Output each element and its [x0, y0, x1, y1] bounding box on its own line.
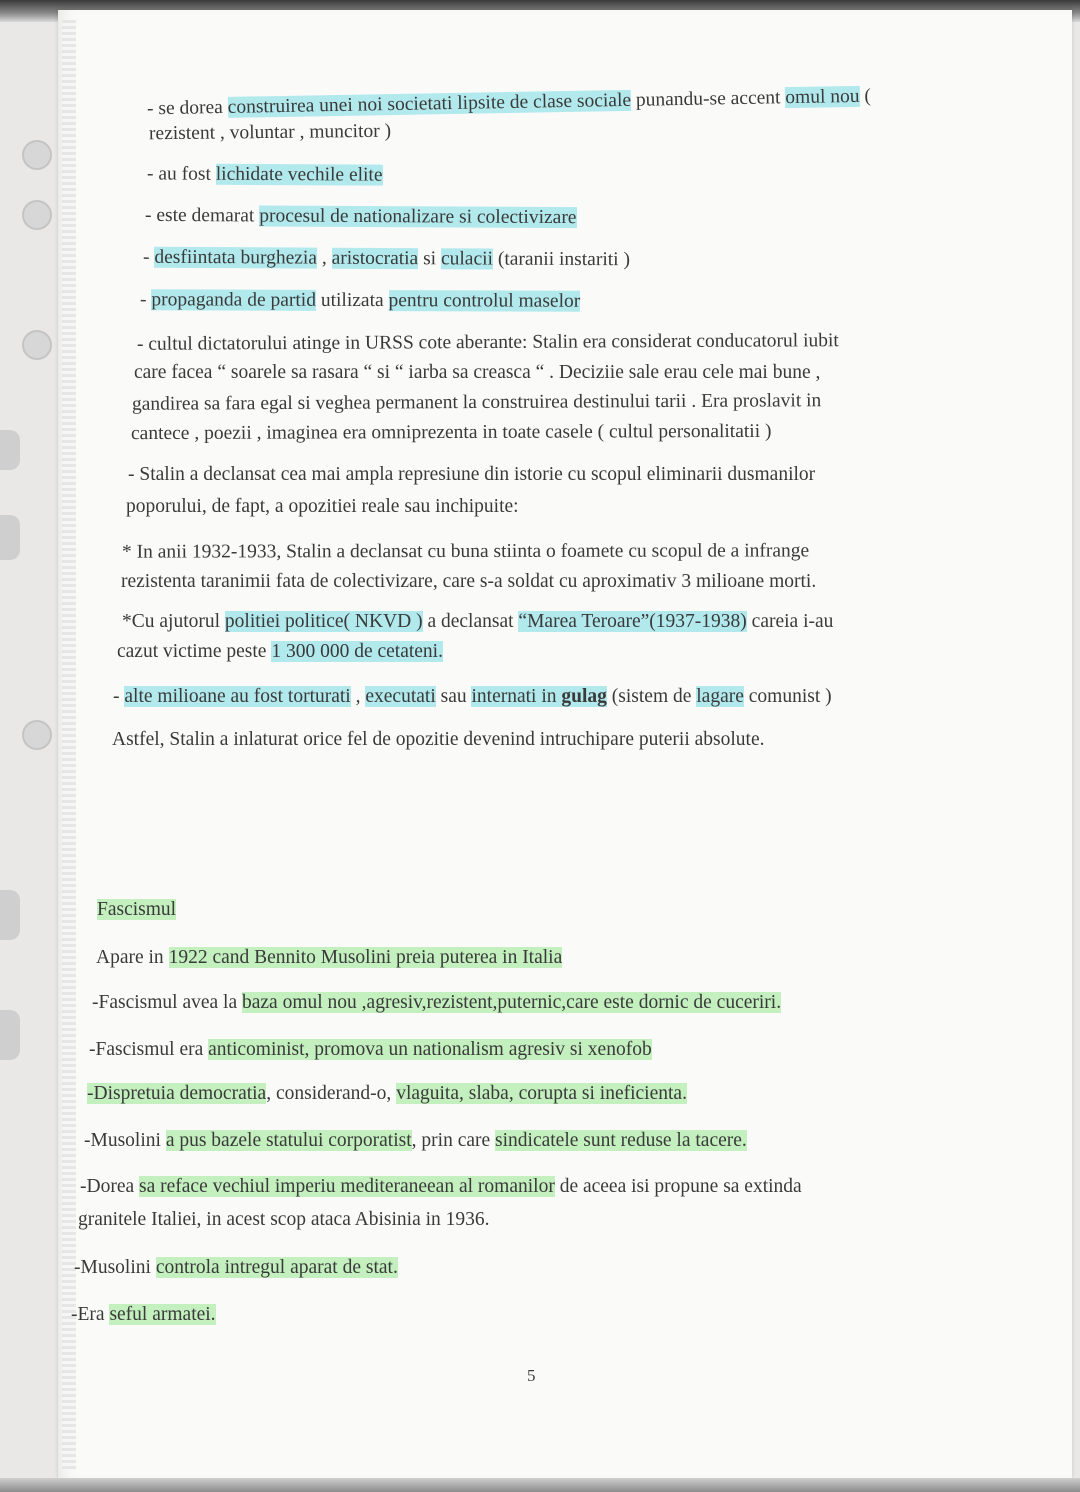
fascism-line	[89, 1035, 652, 1065]
comunism-line	[140, 285, 580, 317]
highlighted-text: baza omul nou ,agresiv,rezistent,puternic,care este	[242, 992, 639, 1013]
fascism-line	[84, 1126, 747, 1156]
text-segment: -Dorea	[80, 1176, 140, 1197]
scan-bottom-edge	[0, 1478, 1080, 1492]
comunism-line	[113, 682, 832, 712]
text-segment: care facea “ soarele sa rasara “ si “ iarba sa creasca “ . Deciziie sale erau cele mai bune ,	[134, 362, 821, 383]
highlighted-text: executati	[365, 686, 436, 707]
comunism-line	[112, 725, 765, 755]
text-segment: -	[139, 289, 152, 311]
text-segment: a declansat	[422, 611, 519, 632]
fascism-line	[92, 988, 781, 1018]
comunism-line	[131, 417, 772, 449]
highlighted-text: lichidate vechile elite	[215, 163, 383, 186]
highlighted-text: culacii	[440, 248, 494, 270]
text-segment: - se dorea	[146, 96, 228, 120]
text-segment: (	[859, 85, 872, 107]
text-segment: rezistent , voluntar , muncitor )	[148, 120, 392, 145]
comunism-line	[117, 637, 443, 667]
fascism-line	[71, 1300, 216, 1330]
text-segment: , prin care	[411, 1130, 496, 1151]
text-segment: cazut victime peste	[117, 641, 272, 662]
text-segment: rezistenta taranimii fata de colectivizare, care s-a soldat cu aproximativ 3 milioane morti.	[121, 571, 817, 592]
highlighted-text: dornic de cuceriri.	[638, 992, 782, 1013]
fascism-line	[74, 1253, 398, 1283]
binder-ring	[0, 1010, 20, 1060]
text-segment: * In anii 1932-1933, Stalin a declansat cu buna stiinta o foamete cu scopul de a infrange	[121, 540, 810, 563]
text-segment: si	[418, 248, 442, 270]
comunism-line	[149, 117, 391, 150]
highlighted-text: a pus bazele statului corporatist	[165, 1130, 412, 1151]
binder-hole	[22, 200, 52, 230]
binder-ring	[0, 430, 20, 470]
text-segment: punandu-se accent	[630, 87, 786, 111]
comunism-line	[122, 536, 809, 567]
section-title-fascism	[97, 895, 176, 925]
highlighted-text: internati in	[471, 686, 562, 707]
binder-hole	[22, 720, 52, 750]
highlighted-text: 1 300 000 de cetateni.	[271, 641, 443, 662]
text-segment: gandirea sa fara egal si veghea permanent la construirea destinului tarii . Era proslavit in	[131, 390, 822, 415]
binder-hole	[22, 330, 52, 360]
fascism-line	[78, 1205, 490, 1235]
highlighted-text: controla intregul aparat de stat.	[155, 1257, 398, 1278]
comunism-line	[137, 326, 839, 360]
binder-ring	[0, 515, 20, 560]
text-segment: -Musolini	[84, 1130, 166, 1151]
text-segment: (sistem de	[606, 686, 697, 707]
highlighted-text: sa reface vechiul imperiu mediteraneean al romanilor	[139, 1176, 555, 1197]
text-segment: -Era	[71, 1304, 110, 1325]
highlighted-text: seful armatei.	[109, 1304, 216, 1325]
text-segment: de aceea isi propune sa extinda	[554, 1176, 802, 1197]
binder-hole	[22, 140, 52, 170]
fascism-line	[80, 1172, 802, 1202]
comunism-line	[145, 201, 577, 233]
text-segment: granitele Italiei, in acest scop ataca Abisinia in 1936.	[78, 1209, 490, 1230]
highlighted-text: vlaguita, slaba, corupta si ineficienta.	[396, 1083, 687, 1104]
text-segment: careia i-au	[746, 611, 834, 632]
text-segment: - cultul dictatorului atinge in URSS cote aberante: Stalin era considerat conducatorul iubit	[136, 330, 839, 355]
comunism-line	[121, 567, 816, 597]
highlighted-text: propaganda de partid	[151, 289, 317, 311]
highlighted-text: pentru controlul maselor	[388, 290, 581, 312]
text-segment: *Cu ajutorul	[122, 611, 225, 632]
comunism-line	[128, 460, 815, 490]
highlighted-text: “Marea Teroare”(1937-1938)	[518, 611, 747, 632]
comunism-line	[132, 386, 821, 420]
highlighted-text: politiei politice( NKVD )	[224, 611, 423, 632]
text-segment: - este demarat	[144, 204, 260, 227]
highlighted-text: desfiintata burghezia	[154, 246, 318, 269]
comunism-line	[134, 358, 820, 388]
text-segment: Astfel, Stalin a inlaturat orice fel de opozitie devenind intruchipare puterii absolute.	[112, 729, 765, 750]
highlighted-text: 1922 cand Bennito Musolini preia puterea in Italia	[168, 947, 563, 968]
section-title-text: Fascismul	[97, 899, 177, 920]
highlighted-text: -Dispretuia democratia	[87, 1083, 267, 1104]
highlighted-text: gulag	[561, 686, 607, 707]
text-segment: - Stalin a declansat cea mai ampla represiune din istorie cu scopul eliminarii dusmanilor	[128, 464, 816, 485]
text-segment: Apare in	[96, 947, 169, 968]
highlighted-text: anticominist, promova un nationalism agresiv si xenofob	[208, 1039, 652, 1060]
highlighted-text: aristocratia	[331, 247, 419, 270]
binder-ring	[0, 890, 20, 940]
text-segment: -Fascismul era	[89, 1039, 209, 1060]
text-segment: -Fascismul avea la	[92, 992, 242, 1013]
comunism-line	[126, 492, 519, 522]
text-segment: poporului, de fapt, a opozitiei reale sau inchipuite:	[126, 496, 519, 517]
highlighted-text: lagare	[696, 686, 744, 707]
comunism-line	[122, 607, 833, 637]
highlighted-text: sindicatele sunt reduse la tacere.	[495, 1130, 747, 1151]
text-segment: sau	[435, 686, 472, 707]
comunism-line	[147, 159, 383, 190]
fascism-line	[96, 943, 562, 973]
text-segment: , considerand-o,	[266, 1083, 397, 1104]
text-segment: comunist )	[743, 686, 832, 707]
highlighted-text: procesul de nationalizare si colectivizare	[259, 205, 577, 229]
text-segment: (taranii instariti )	[492, 248, 631, 271]
highlighted-text: omul nou	[785, 85, 860, 109]
highlighted-text: construirea unei noi societati lipsite de clase sociale	[227, 89, 632, 118]
text-segment: ,	[316, 247, 332, 269]
text-segment: - au fost	[146, 163, 216, 185]
text-segment: -Musolini	[74, 1257, 156, 1278]
highlighted-text: alte milioane au fost torturati	[124, 686, 351, 707]
page-number: 5	[527, 1366, 536, 1385]
text-segment: -	[113, 686, 125, 707]
text-segment: utilizata	[315, 289, 389, 312]
text-segment: ,	[350, 686, 366, 707]
text-segment: cantece , poezii , imaginea era omniprezenta in toate casele ( cultul personalitatii )	[130, 420, 772, 445]
fascism-line	[87, 1079, 687, 1109]
comunism-line	[143, 243, 630, 276]
text-segment: -	[142, 246, 155, 268]
